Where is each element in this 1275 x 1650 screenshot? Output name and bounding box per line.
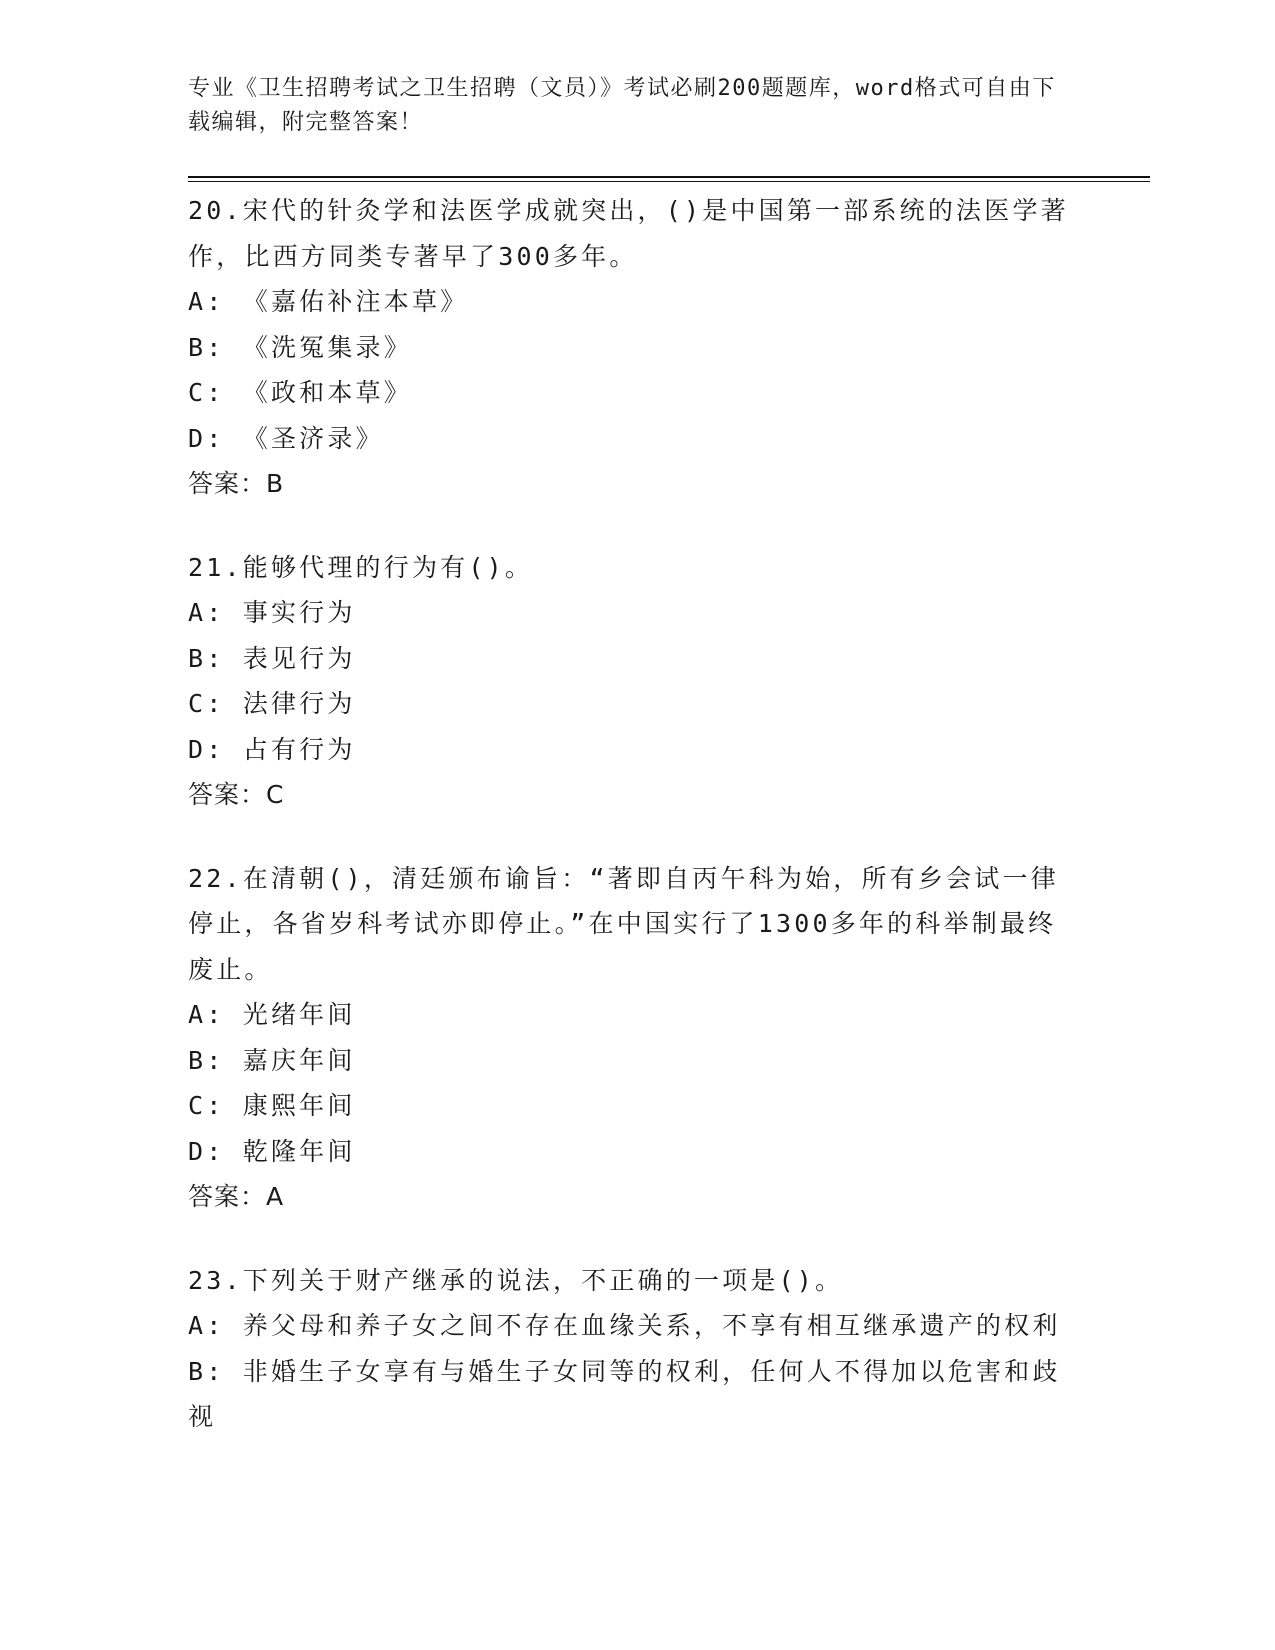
question-stem: 22.在清朝()，清廷颁布谕旨：“著即自丙午科为始，所有乡会试一律停止，各省岁科考试亦即停止。”在中国实行了1300多年的科举制最终废止。	[188, 863, 1059, 984]
option-a: A: 养父母和养子女之间不存在血缘关系，不享有相互继承遗产的权利	[188, 1311, 1061, 1340]
question-stem: 20.宋代的针灸学和法医学成就突出，()是中国第一部系统的法医学著作，比西方同类专著早了300多年。	[188, 196, 1069, 271]
question-stem: 21.能够代理的行为有()。	[188, 552, 534, 582]
option-c: C: 康熙年间	[188, 1091, 356, 1120]
question-21	[188, 545, 1078, 818]
option-a: A: 《嘉佑补注本草》	[188, 287, 469, 316]
question-stem: 23.下列关于财产继承的说法，不正确的一项是()。	[188, 1265, 844, 1295]
question-22	[188, 856, 1078, 1220]
question-list	[188, 188, 1078, 1478]
header-divider-thin	[188, 181, 1150, 182]
answer-line: 答案：C	[188, 780, 285, 809]
question-20	[188, 188, 1078, 507]
option-a: A: 光绪年间	[188, 1000, 356, 1029]
option-d: D: 《圣济录》	[188, 423, 384, 453]
answer-line: 答案：B	[188, 469, 285, 498]
header-divider-thick	[188, 176, 1150, 178]
option-c: C: 《政和本草》	[188, 378, 412, 407]
option-b: B: 嘉庆年间	[188, 1045, 356, 1075]
answer-line: 答案：A	[188, 1182, 285, 1211]
document-header: 专业《卫生招聘考试之卫生招聘（文员）》考试必刷200题题库，word格式可自由下载编辑，附完整答案！	[188, 76, 1056, 135]
option-d: D: 占有行为	[188, 734, 356, 764]
option-b: B: 非婚生子女享有与婚生子女同等的权利，任何人不得加以危害和歧视	[188, 1356, 1061, 1431]
option-b: B: 《洗冤集录》	[188, 332, 412, 362]
question-23	[188, 1258, 1078, 1440]
option-a: A: 事实行为	[188, 598, 356, 627]
option-c: C: 法律行为	[188, 689, 356, 718]
option-d: D: 乾隆年间	[188, 1136, 356, 1166]
option-b: B: 表见行为	[188, 643, 356, 673]
